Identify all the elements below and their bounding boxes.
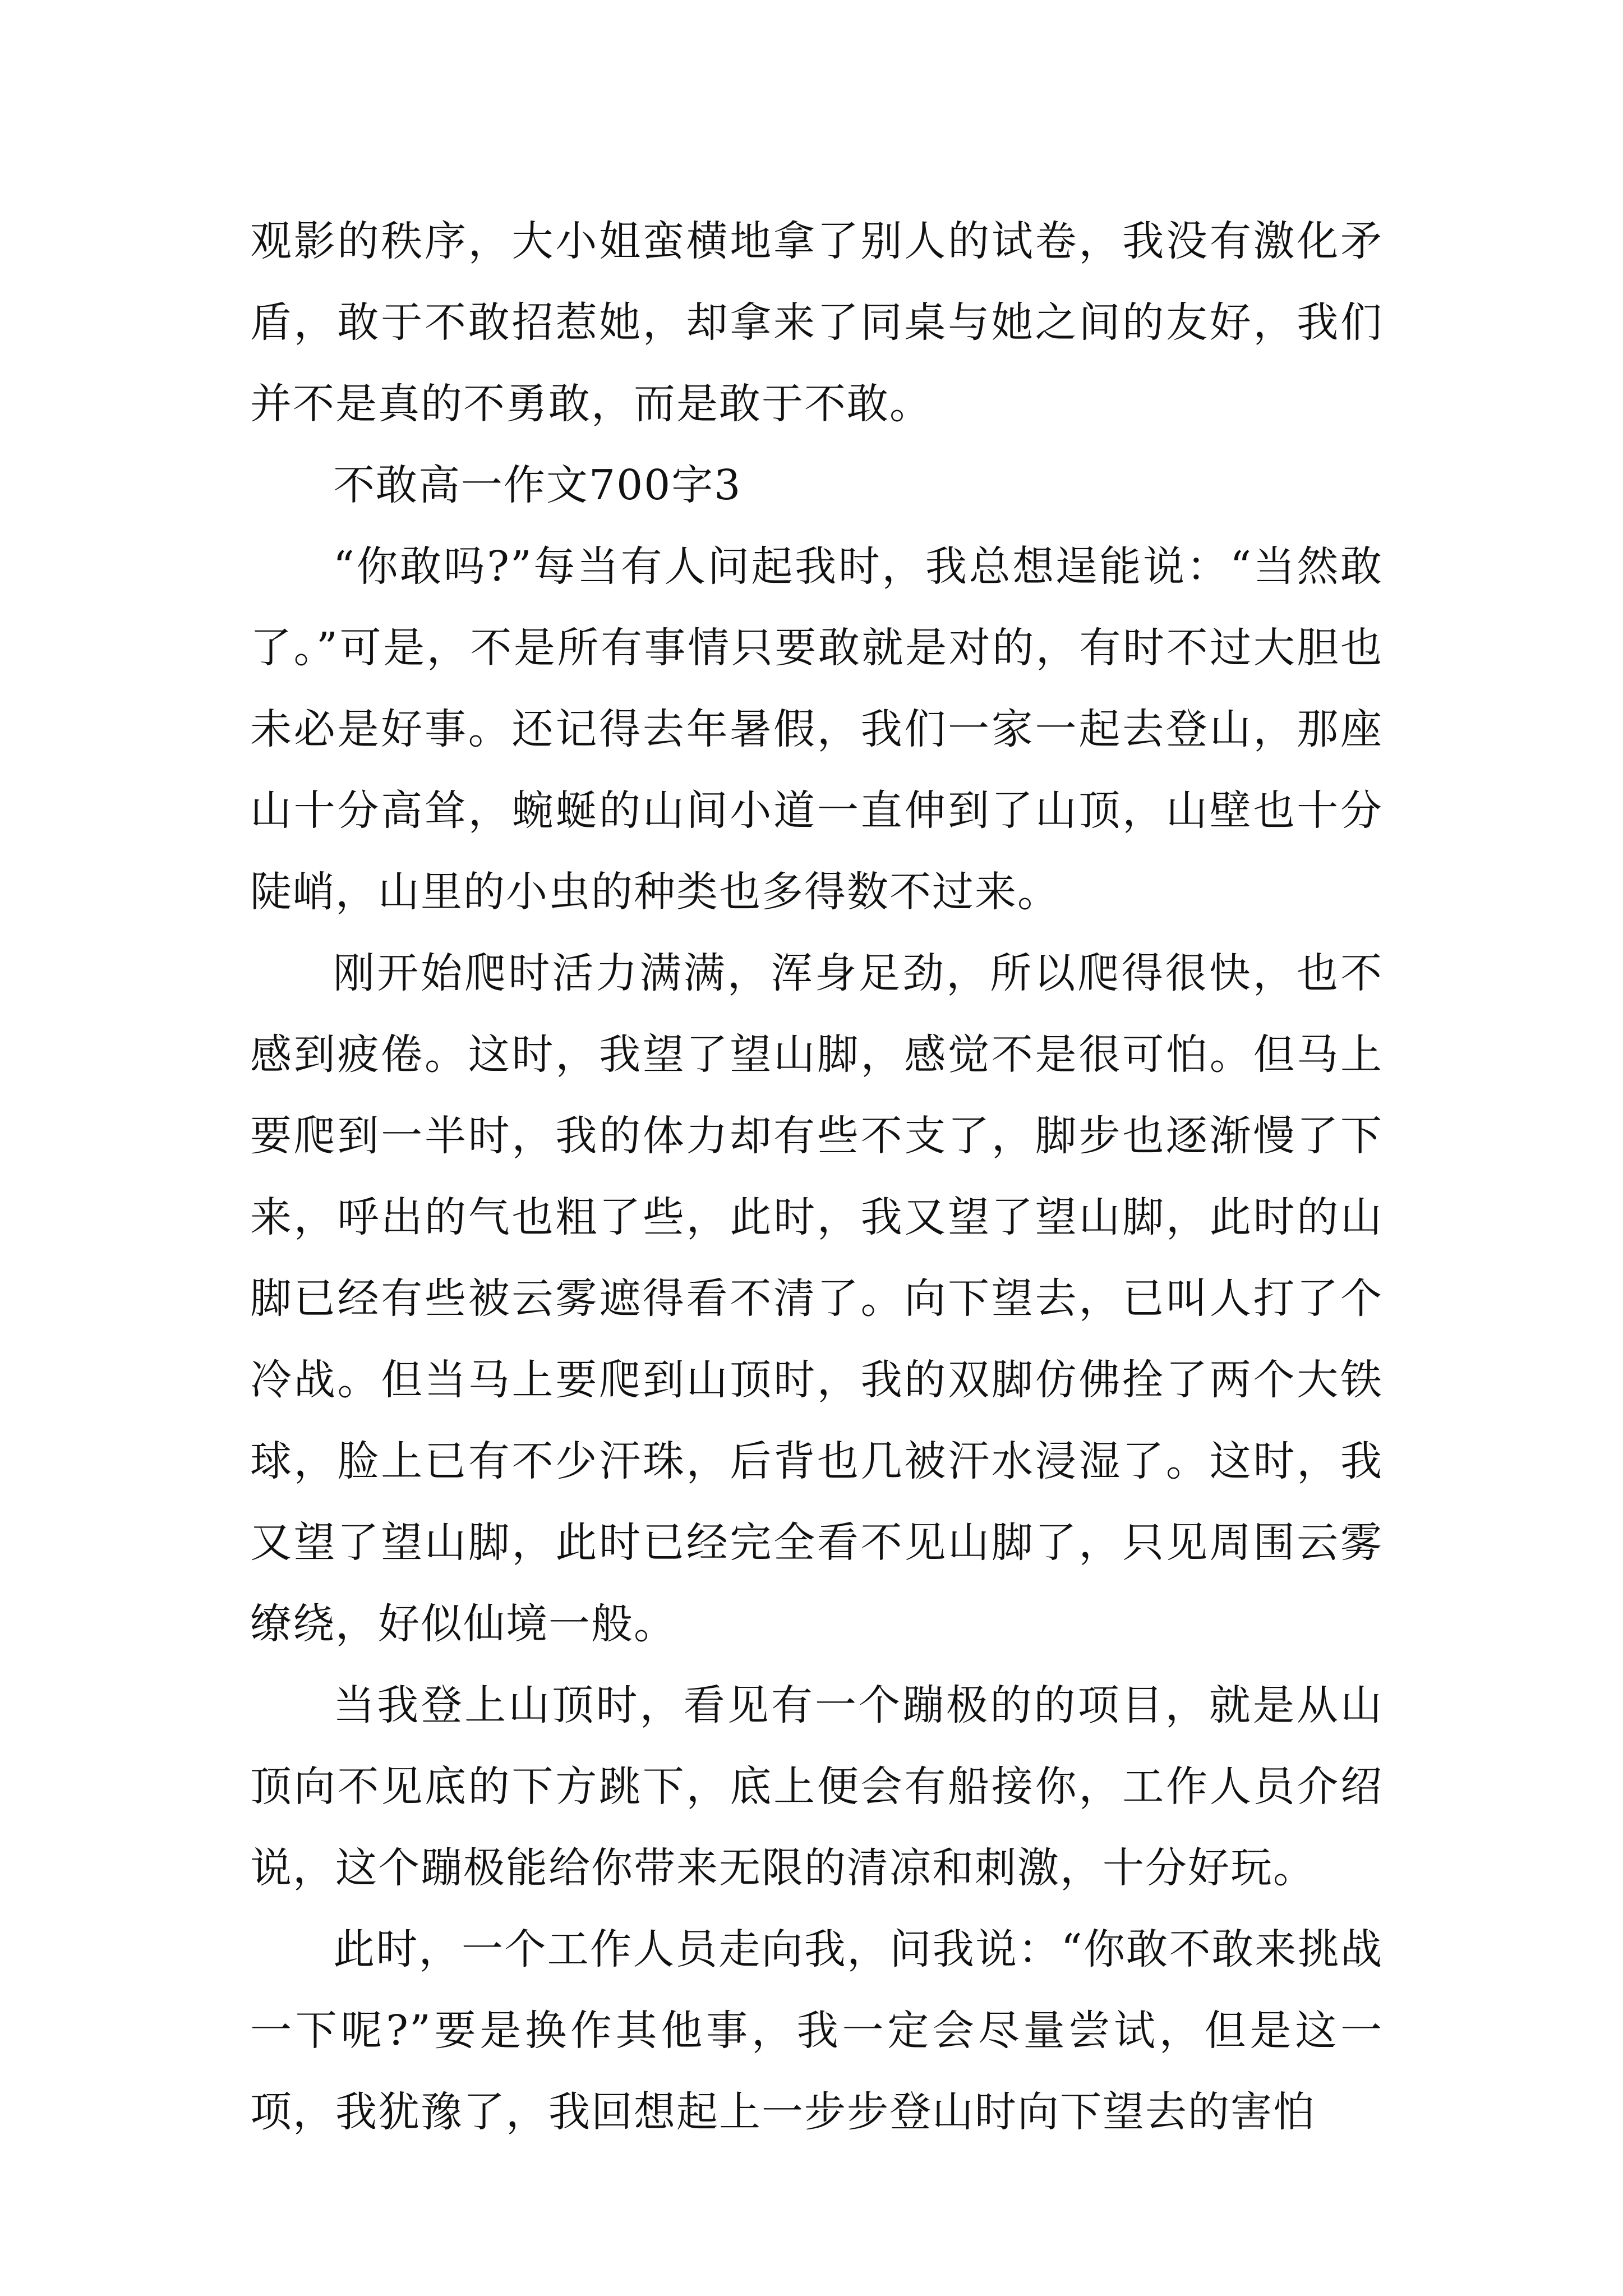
paragraph-climbing: 刚开始爬时活力满满，浑身足劲，所以爬得很快，也不感到疲倦。这时，我望了望山脚，感觉不是很可怕。但马上要爬到一半时，我的体力却有些不支了，脚步也逐渐慢了下来，呼出的气也粗了些，此时，我又望了望山脚，此时的山脚已经有些被云雾遮得看不清了。向下望去，已叫人打了个冷战。但当马上要爬到山顶时，我的双脚仿佛拴了两个大铁球，脸上已有不少汗珠，后背也几被汗水浸湿了。这时，我又望了望山脚，此时已经完全看不见山脚了，只见周围云雾缭绕，好似仙境一般。 bbox=[250, 949, 1383, 1648]
essay-heading: 不敢高一作文700字3 bbox=[333, 461, 742, 509]
paragraph-challenge: 此时，一个工作人员走向我，问我说：“你敢不敢来挑战一下呢?”要是换作其他事，我一定会尽量尝试，但是这一项，我犹豫了，我回想起上一步步登山时向下望去的害怕 bbox=[250, 1925, 1383, 2136]
document-body bbox=[250, 201, 1383, 2153]
paragraph-bungee: 当我登上山顶时，看见有一个蹦极的的项目，就是从山顶向不见底的下方跳下，底上便会有船接你，工作人员介绍说，这个蹦极能给你带来无限的清凉和刺激，十分好玩。 bbox=[250, 1681, 1383, 1892]
paragraph-question: “你敢吗?”每当有人问起我时，我总想逞能说：“当然敢了。”可是，不是所有事情只要敢就是对的，有时不过大胆也未必是好事。还记得去年暑假，我们一家一起去登山，那座山十分高耸，蜿蜒的山间小道一直伸到了山顶，山壁也十分陡峭，山里的小虫的种类也多得数不过来。 bbox=[250, 542, 1383, 916]
paragraph-continuation: 观影的秩序，大小姐蛮横地拿了别人的试卷，我没有激化矛盾，敢于不敢招惹她，却拿来了同桌与她之间的友好，我们并不是真的不勇敢，而是敢于不敢。 bbox=[250, 217, 1383, 428]
